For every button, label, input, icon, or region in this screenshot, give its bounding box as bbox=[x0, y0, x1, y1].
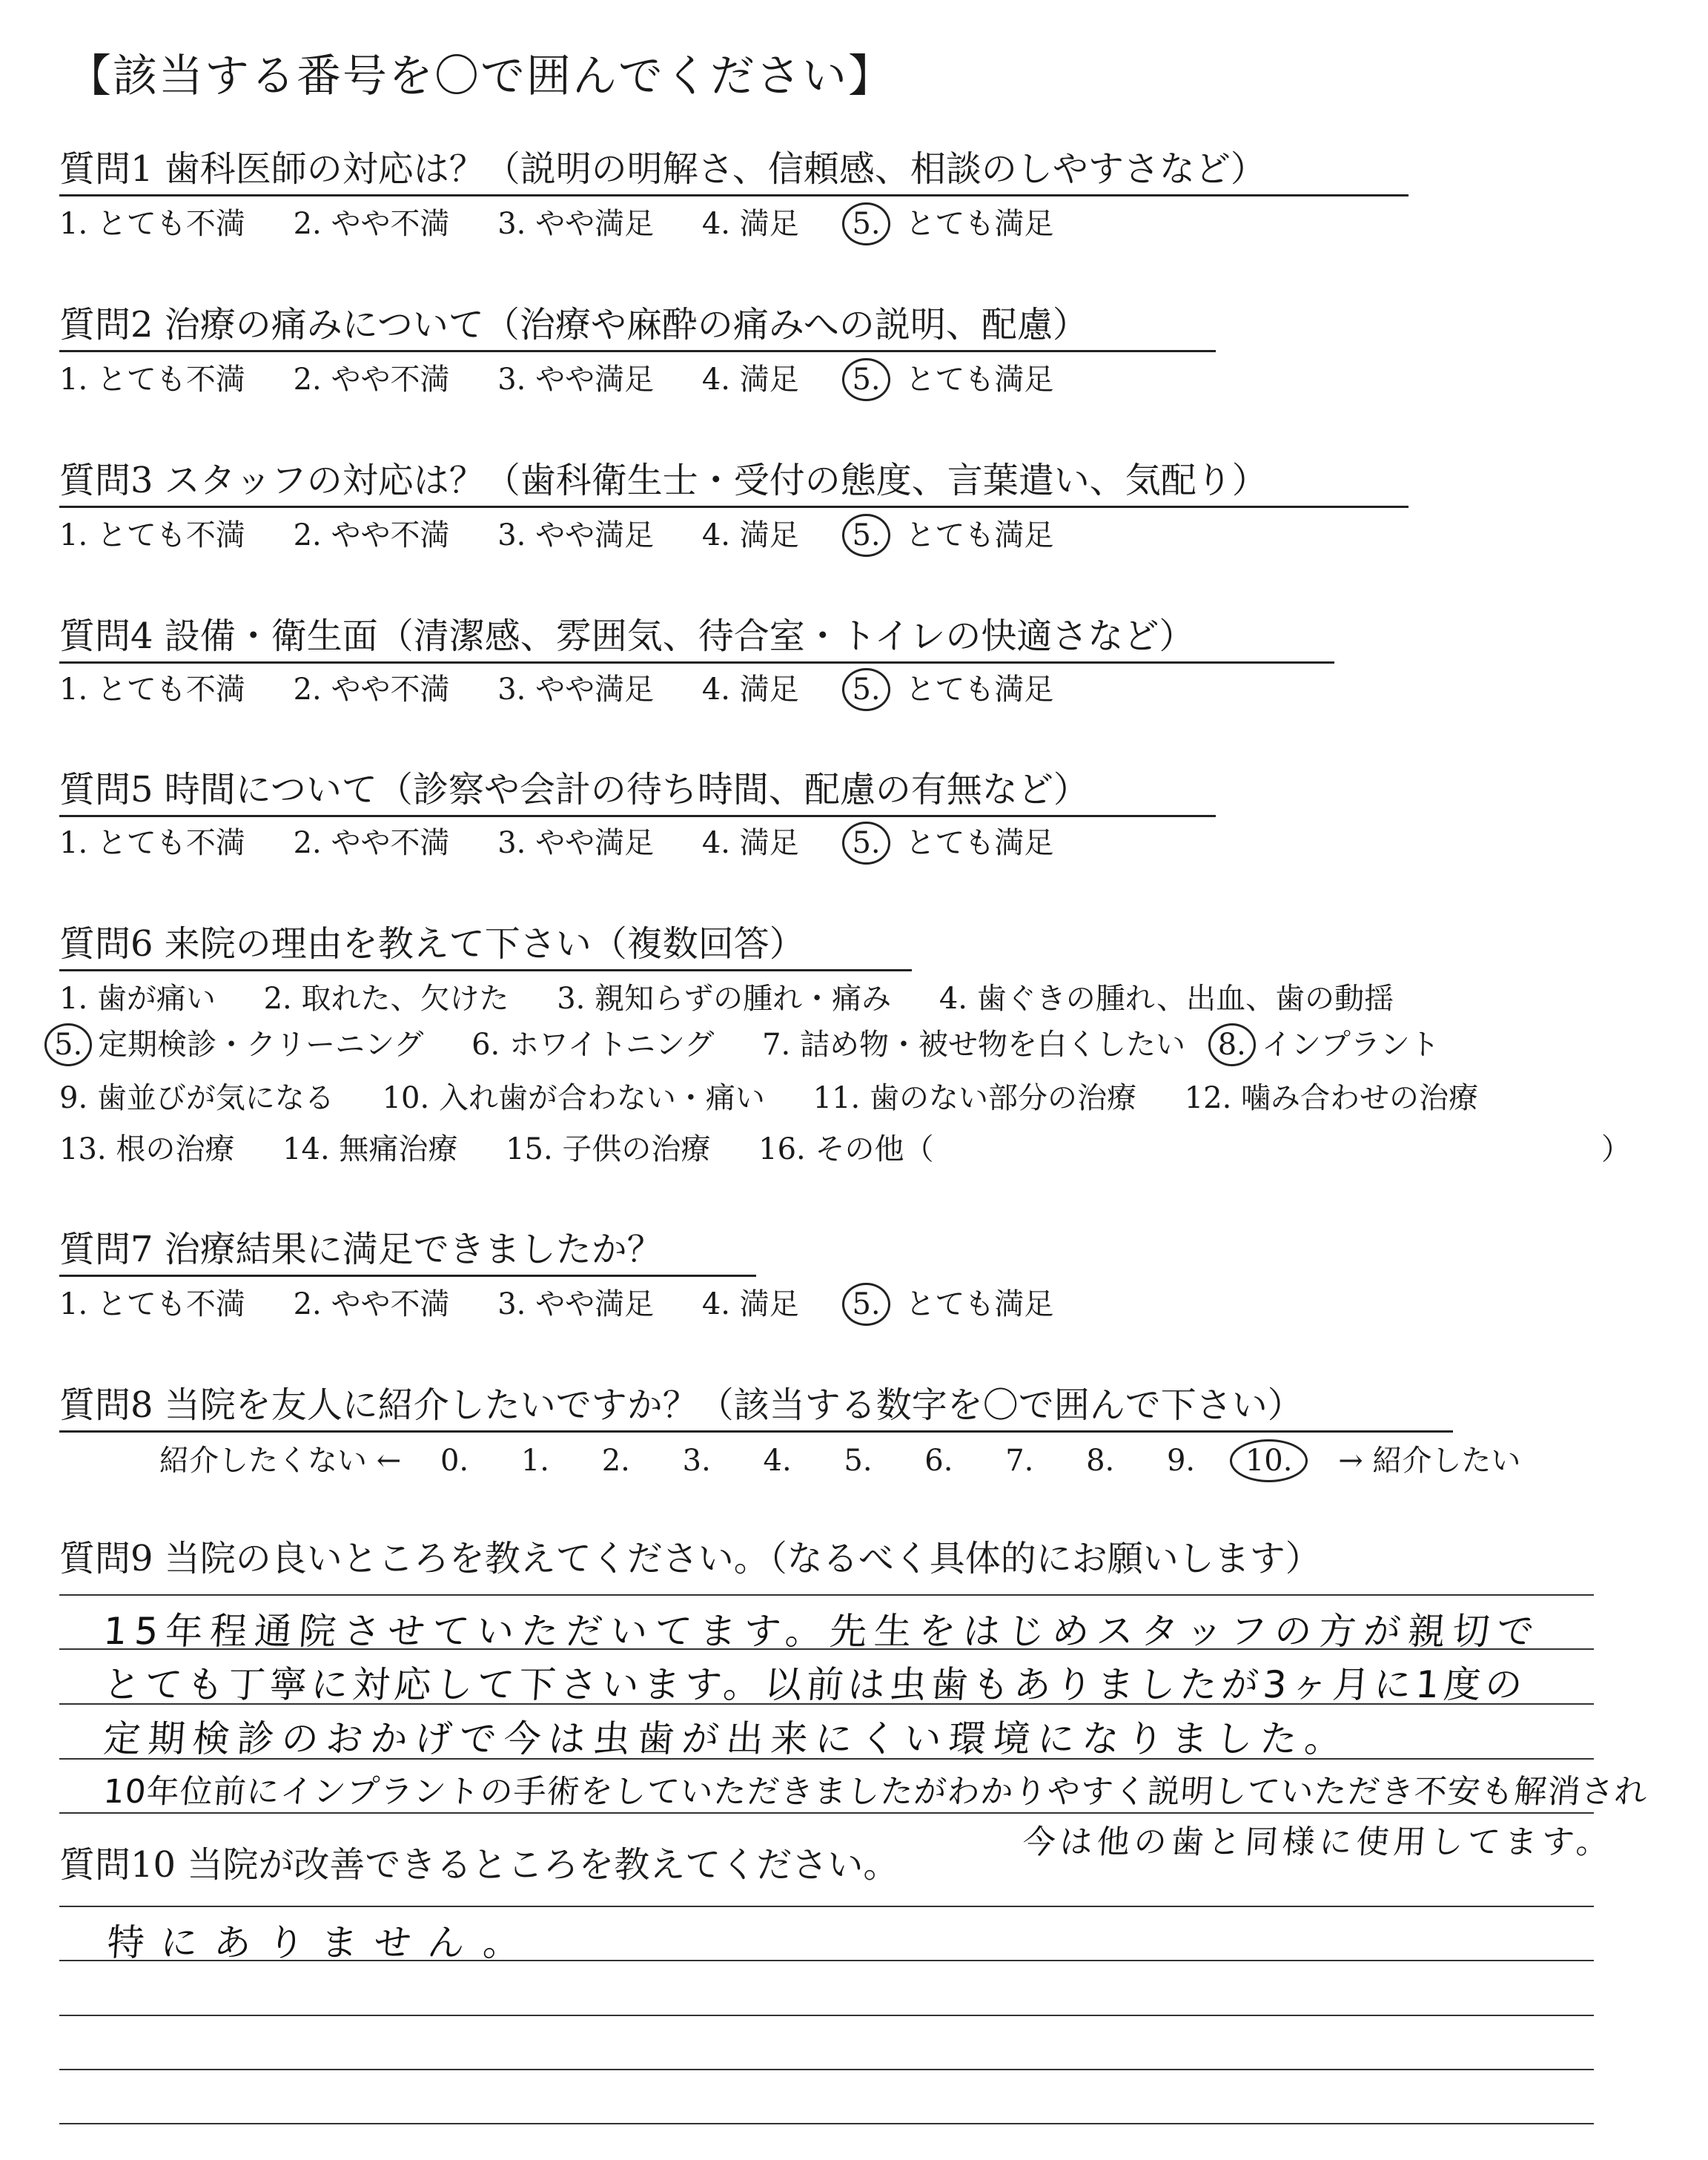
question-6-underline bbox=[59, 969, 912, 971]
q9-handwritten-line-5: 今は他の歯と同様に使用してます。 bbox=[1021, 1823, 1615, 1861]
q10-handwritten-answer: 特にありません。 bbox=[105, 1921, 538, 1964]
question-8-scale bbox=[159, 1442, 1520, 1482]
selected-scale-10-circle[interactable]: 10. bbox=[1230, 1439, 1308, 1482]
option-2[interactable]: 2. やや不満 bbox=[293, 363, 450, 397]
question-3-label: 質問3 スタッフの対応は？（歯科衛生士・受付の態度、言葉遣い、気配り） bbox=[59, 460, 1268, 501]
scale-9[interactable]: 9. bbox=[1166, 1444, 1196, 1478]
option-2[interactable]: 2. やや不満 bbox=[293, 673, 450, 707]
question-2-label: 質問2 治療の痛みについて（治療や麻酔の痛みへの説明、配慮） bbox=[59, 304, 1088, 346]
selected-option-5-circle[interactable]: 5. bbox=[842, 358, 890, 401]
scale-2[interactable]: 2. bbox=[601, 1444, 630, 1478]
scale-3[interactable]: 3. bbox=[682, 1444, 711, 1478]
question-5-underline bbox=[59, 815, 1216, 817]
scale-left-label: 紹介したくない ← bbox=[159, 1444, 402, 1478]
question-6-label: 質問6 来院の理由を教えて下さい（複数回答） bbox=[59, 923, 805, 965]
question-6-options-row-3 bbox=[59, 1080, 1478, 1117]
scale-6[interactable]: 6. bbox=[924, 1444, 953, 1478]
option-5-text: とても満足 bbox=[905, 826, 1054, 860]
q10-answer-line-5 bbox=[59, 2123, 1594, 2124]
survey-title: 【該当する番号を〇で囲んでください】 bbox=[67, 50, 894, 102]
question-1-underline bbox=[59, 194, 1409, 196]
selected-option-5-circle[interactable]: 5. bbox=[842, 668, 890, 711]
option-4[interactable]: 4. 満足 bbox=[701, 1287, 799, 1321]
option-4[interactable]: 4. 満足 bbox=[701, 207, 799, 241]
option-3[interactable]: 3. やや満足 bbox=[497, 1287, 655, 1321]
option-2[interactable]: 2. やや不満 bbox=[293, 826, 450, 860]
option-5-text: とても満足 bbox=[905, 518, 1054, 552]
question-7-underline bbox=[59, 1275, 756, 1277]
question-5-label: 質問5 時間について（診察や会計の待ち時間、配慮の有無など） bbox=[59, 769, 1089, 810]
question-10-label: 質問10 当院が改善できるところを教えてください。 bbox=[59, 1844, 899, 1886]
option-3[interactable]: 3. やや満足 bbox=[497, 363, 655, 397]
option-2[interactable]: 2. やや不満 bbox=[293, 518, 450, 552]
question-6-options-row-2 bbox=[49, 1026, 1440, 1066]
reason-option-10[interactable]: 10. 入れ歯が合わない・痛い bbox=[382, 1081, 765, 1115]
reason-option-4[interactable]: 4. 歯ぐきの腫れ、出血、歯の動揺 bbox=[939, 982, 1394, 1016]
question-4-label: 質問4 設備・衛生面（清潔感、雰囲気、待合室・トイレの快適さなど） bbox=[59, 615, 1195, 657]
option-4[interactable]: 4. 満足 bbox=[701, 518, 799, 552]
question-7-options bbox=[59, 1286, 1053, 1326]
reason-option-15[interactable]: 15. 子供の治療 bbox=[506, 1132, 711, 1166]
question-1-options bbox=[59, 205, 1053, 245]
selected-reason-8-circle[interactable]: 8. bbox=[1208, 1023, 1256, 1066]
reason-option-16[interactable]: 16. その他（ bbox=[758, 1132, 934, 1166]
option-4[interactable]: 4. 満足 bbox=[701, 363, 799, 397]
selected-option-5-circle[interactable]: 5. bbox=[842, 202, 890, 245]
option-5-text: とても満足 bbox=[905, 207, 1054, 241]
reason-option-9[interactable]: 9. 歯並びが気になる bbox=[59, 1081, 334, 1115]
question-3-options bbox=[59, 517, 1053, 557]
selected-reason-5-circle[interactable]: 5. bbox=[44, 1023, 92, 1066]
option-1[interactable]: 1. とても不満 bbox=[59, 1287, 245, 1321]
q10-answer-line-1 bbox=[59, 1906, 1594, 1907]
reason-option-11[interactable]: 11. 歯のない部分の治療 bbox=[812, 1081, 1136, 1115]
reason-option-12[interactable]: 12. 噛み合わせの治療 bbox=[1184, 1081, 1479, 1115]
question-8-label: 質問8 当院を友人に紹介したいですか？（該当する数字を〇で囲んで下さい） bbox=[59, 1384, 1303, 1426]
option-1[interactable]: 1. とても不満 bbox=[59, 363, 245, 397]
reason-option-3[interactable]: 3. 親知らずの腫れ・痛み bbox=[557, 982, 892, 1016]
scale-4[interactable]: 4. bbox=[763, 1444, 792, 1478]
option-3[interactable]: 3. やや満足 bbox=[497, 518, 655, 552]
scale-1[interactable]: 1. bbox=[520, 1444, 550, 1478]
reason-option-5-text: 定期検診・クリーニング bbox=[98, 1028, 424, 1062]
question-3-underline bbox=[59, 506, 1409, 508]
question-2-options bbox=[59, 361, 1053, 401]
question-6-options-row-4 bbox=[59, 1131, 933, 1168]
question-5-options bbox=[59, 825, 1053, 865]
option-5-text: とても満足 bbox=[905, 1287, 1054, 1321]
reason-option-6[interactable]: 6. ホワイトニング bbox=[471, 1028, 715, 1062]
reason-option-8-text: インプラント bbox=[1261, 1028, 1440, 1062]
option-1[interactable]: 1. とても不満 bbox=[59, 826, 245, 860]
selected-option-5-circle[interactable]: 5. bbox=[842, 822, 890, 865]
option-5-text: とても満足 bbox=[905, 673, 1054, 707]
question-8-underline bbox=[59, 1430, 1453, 1433]
q9-handwritten-line-4: 10年位前にインプラントの手術をしていただきましたがわかりやすく説明していただき不安も解消され bbox=[102, 1773, 1649, 1811]
question-9-label: 質問9 当院の良いところを教えてください。（なるべく具体的にお願いします） bbox=[59, 1538, 1321, 1579]
option-4[interactable]: 4. 満足 bbox=[701, 826, 799, 860]
q10-answer-line-3 bbox=[59, 2015, 1594, 2016]
selected-option-5-circle[interactable]: 5. bbox=[842, 1283, 890, 1326]
scale-right-label: → 紹介したい bbox=[1338, 1444, 1521, 1478]
option-1[interactable]: 1. とても不満 bbox=[59, 673, 245, 707]
q9-handwritten-line-3: 定期検診のおかげで今は虫歯が出来にくい環境になりました。 bbox=[102, 1717, 1351, 1760]
selected-option-5-circle[interactable]: 5. bbox=[842, 514, 890, 557]
option-2[interactable]: 2. やや不満 bbox=[293, 1287, 450, 1321]
q9-handwritten-line-2: とても丁寧に対応して下さいます。以前は虫歯もありましたが3ヶ月に1度の bbox=[102, 1663, 1529, 1706]
scale-8[interactable]: 8. bbox=[1086, 1444, 1115, 1478]
reason-option-14[interactable]: 14. 無痛治療 bbox=[282, 1132, 458, 1166]
option-4[interactable]: 4. 満足 bbox=[701, 673, 799, 707]
scale-5[interactable]: 5. bbox=[844, 1444, 873, 1478]
option-3[interactable]: 3. やや満足 bbox=[497, 826, 655, 860]
question-1-label: 質問1 歯科医師の対応は？（説明の明解さ、信頼感、相談のしやすさなど） bbox=[59, 148, 1266, 190]
question-6-options-row-1 bbox=[59, 980, 1432, 1017]
reason-option-2[interactable]: 2. 取れた、欠けた bbox=[263, 982, 509, 1016]
q9-handwritten-line-1: 15年程通院させていただいてます。先生をはじめスタッフの方が親切で bbox=[102, 1610, 1543, 1653]
q9-answer-line-1 bbox=[59, 1594, 1594, 1596]
option-1[interactable]: 1. とても不満 bbox=[59, 207, 245, 241]
question-7-label: 質問7 治療結果に満足できましたか？ bbox=[59, 1229, 663, 1270]
reason-option-7[interactable]: 7. 詰め物・被せ物を白くしたい bbox=[762, 1028, 1185, 1062]
scale-0[interactable]: 0. bbox=[440, 1444, 469, 1478]
scale-7[interactable]: 7. bbox=[1005, 1444, 1034, 1478]
option-5-text: とても満足 bbox=[905, 363, 1054, 397]
question-2-underline bbox=[59, 350, 1216, 352]
reason-option-13[interactable]: 13. 根の治療 bbox=[59, 1132, 235, 1166]
option-1[interactable]: 1. とても不満 bbox=[59, 518, 245, 552]
reason-option-1[interactable]: 1. 歯が痛い bbox=[59, 982, 216, 1016]
option-2[interactable]: 2. やや不満 bbox=[293, 207, 450, 241]
reason-option-16-close-paren: ） bbox=[1601, 1132, 1631, 1166]
question-4-options bbox=[59, 671, 1053, 711]
question-4-underline bbox=[59, 661, 1334, 664]
option-3[interactable]: 3. やや満足 bbox=[497, 673, 655, 707]
option-3[interactable]: 3. やや満足 bbox=[497, 207, 655, 241]
q9-answer-line-5 bbox=[59, 1812, 1594, 1814]
q10-answer-line-4 bbox=[59, 2069, 1594, 2070]
